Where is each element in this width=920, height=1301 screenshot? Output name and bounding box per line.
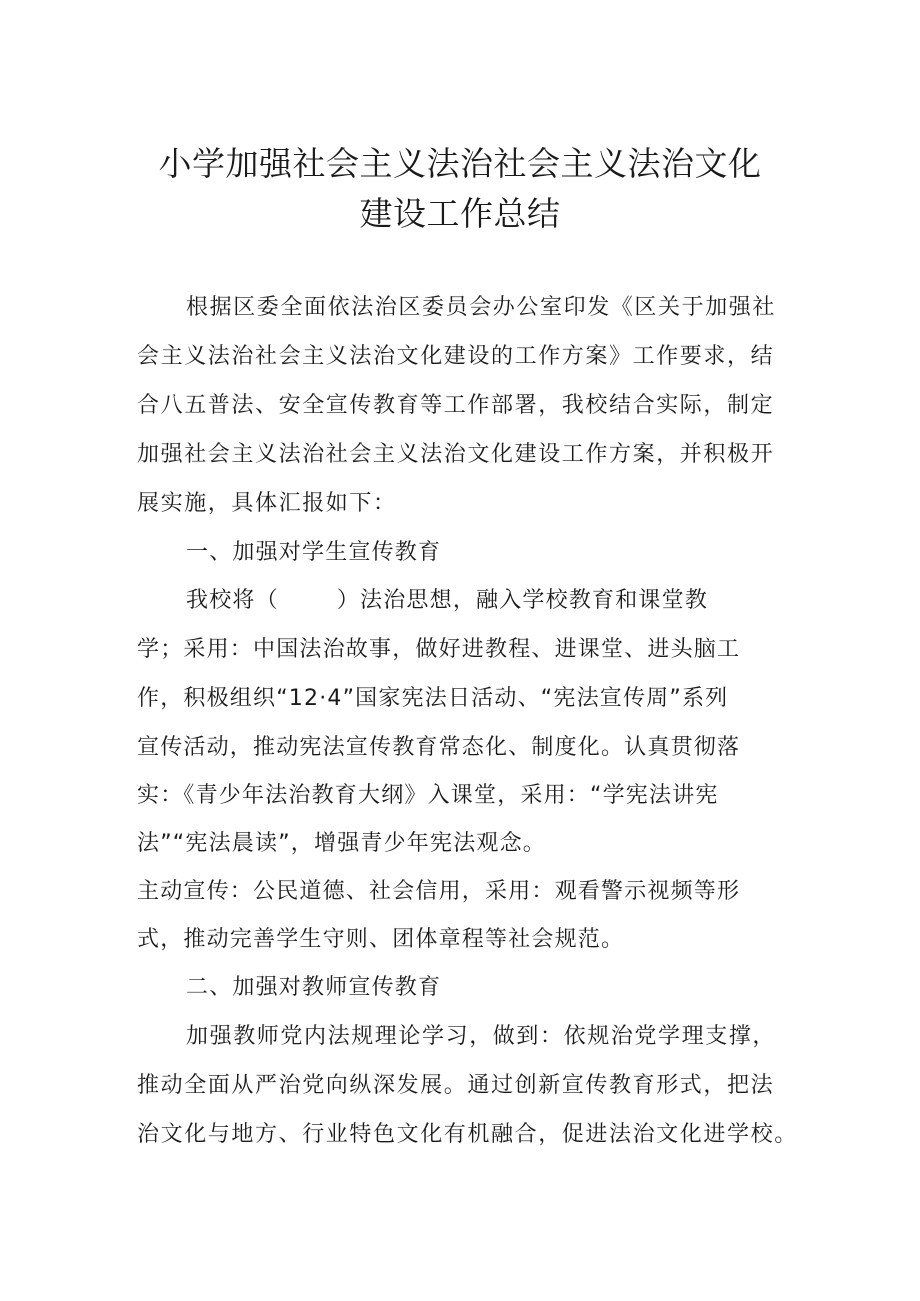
intro-line-3: 合八五普法、安全宣传教育等工作部署，我校结合实际，制定 [137,393,775,418]
section-1-line-2: 学；采用：中国法治故事，做好进教程、进课堂、进头脑工 [137,637,741,662]
section-1-line-6: 法”“宪法晨读”，增强青少年宪法观念。 [137,831,546,856]
section-2-line-1: 加强教师党内法规理论学习，做到：依规治党学理支撑， [186,1024,777,1049]
section-1-heading: 一、加强对学生宣传教育 [186,540,442,565]
section-1-line-5: 实：《青少年法治教育大纲》入课堂，采用：“学宪法讲宪 [137,783,719,808]
section-2-heading: 二、加强对教师宣传教育 [186,975,442,1000]
intro-line-4: 加强社会主义法治社会主义法治文化建设工作方案，并积极开 [137,442,775,467]
section-2-line-3: 治文化与地方、行业特色文化有机融合，促进法治文化进学校。 [137,1122,798,1147]
document-title-line-1: 小学加强社会主义法治社会主义法治文化 [158,144,762,183]
section-1-line-1-end: ）法治思想，融入学校教育和课堂教 [336,588,709,613]
document-title-line-2: 建设工作总结 [359,194,561,233]
section-1-line-7: 主动宣传：公民道德、社会信用，采用：观看警示视频等形 [137,879,741,904]
intro-line-5: 展实施，具体汇报如下： [137,491,397,516]
section-1-line-8: 式，推动完善学生守则、团体章程等社会规范。 [137,927,625,952]
section-1-line-1-start: 我校将（ [186,588,279,613]
section-1-line-4: 宣传活动，推动宪法宣传教育常态化、制度化。认真贯彻落 [137,735,741,760]
section-2-line-2: 推动全面从严治党向纵深发展。通过创新宣传教育形式，把法 [137,1073,775,1098]
intro-line-2: 会主义法治社会主义法治文化建设的工作方案》工作要求，结 [137,344,775,369]
section-1-line-3: 作，积极组织“12·4”国家宪法日活动、“宪法宣传周”系列 [137,686,729,711]
section-1-line-1 [186,586,708,616]
intro-line-1: 根据区委全面依法治区委员会办公室印发《区关于加强社 [186,295,777,320]
